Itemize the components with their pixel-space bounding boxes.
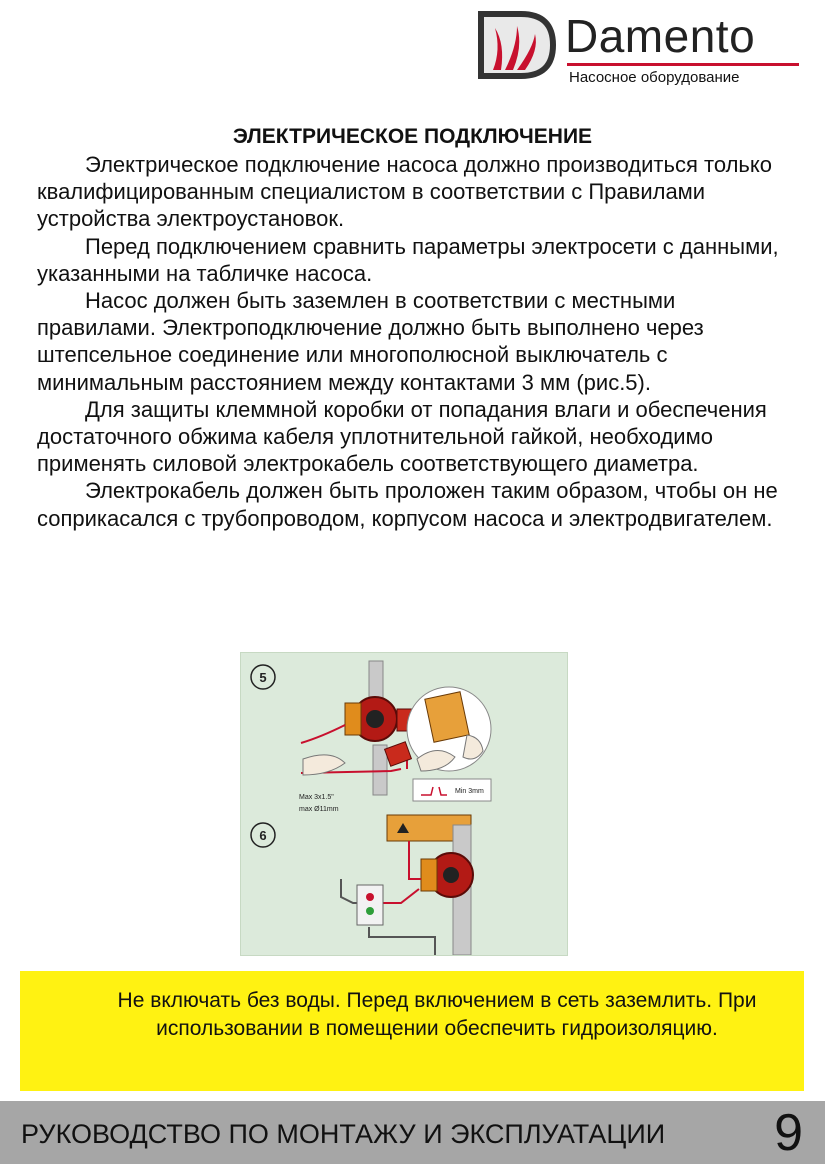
terminal-box-5 xyxy=(345,703,361,735)
brand-name: Damento xyxy=(565,10,756,62)
figure-6-label: 6 xyxy=(259,828,267,843)
manual-title: РУКОВОДСТВО ПО МОНТАЖУ И ЭКСПЛУАТАЦИИ xyxy=(21,1119,666,1149)
gap-note: Min 3mm xyxy=(455,788,484,795)
paragraph: Насос должен быть заземлен в соответствии с местными правилами. Электроподключение должно быть выполнено через штепсельное соединение или многополюсной выключатель с минимальным расстоянием между контактами 3 мм (рис.5). xyxy=(37,288,704,395)
switch-box-icon xyxy=(357,885,383,925)
paragraph: Электрокабель должен быть проложен таким образом, чтобы он не соприкасался с трубопроводом, корпусом насоса и электродвигателем. xyxy=(37,478,778,531)
paragraph: Для защиты клеммной коробки от попадания влаги и обеспечения достаточного обжима кабеля уплотнительной гайкой, необходимо применять силовой электрокабель соответствующего диаметра. xyxy=(37,396,767,477)
body-text xyxy=(37,151,797,532)
pipe-bottom-5 xyxy=(373,745,387,795)
diameter-note: max Ø11mm xyxy=(299,806,339,813)
section-title: ЭЛЕКТРИЧЕСКОЕ ПОДКЛЮЧЕНИЕ xyxy=(232,125,593,148)
wiring-illustration xyxy=(240,652,568,956)
paragraph: Перед подключением сравнить параметры электросети с данными, указанными на табличке насоса. xyxy=(37,233,779,286)
wiring-diagram xyxy=(241,653,567,955)
damento-logo-icon xyxy=(477,10,557,80)
brand-tagline: Насосное оборудование xyxy=(569,69,740,86)
paragraph: Электрическое подключение насоса должно производиться только квалифицированным специалистом в соответствии с Правилами устройства электроустановок. xyxy=(37,152,772,232)
brand-underline xyxy=(567,63,799,66)
page-number: 9 xyxy=(774,1104,803,1162)
figure-5-label: 5 xyxy=(259,670,267,685)
warning-box: Не включать без воды. Перед включением в сеть заземлить. При использовании в помещении обеспечить гидроизоляцию. xyxy=(20,971,804,1091)
page-footer xyxy=(0,1101,825,1164)
brand-logo xyxy=(477,10,807,84)
pipe-top-5 xyxy=(369,661,383,701)
cable-note: Max 3x1.5" xyxy=(299,794,334,801)
